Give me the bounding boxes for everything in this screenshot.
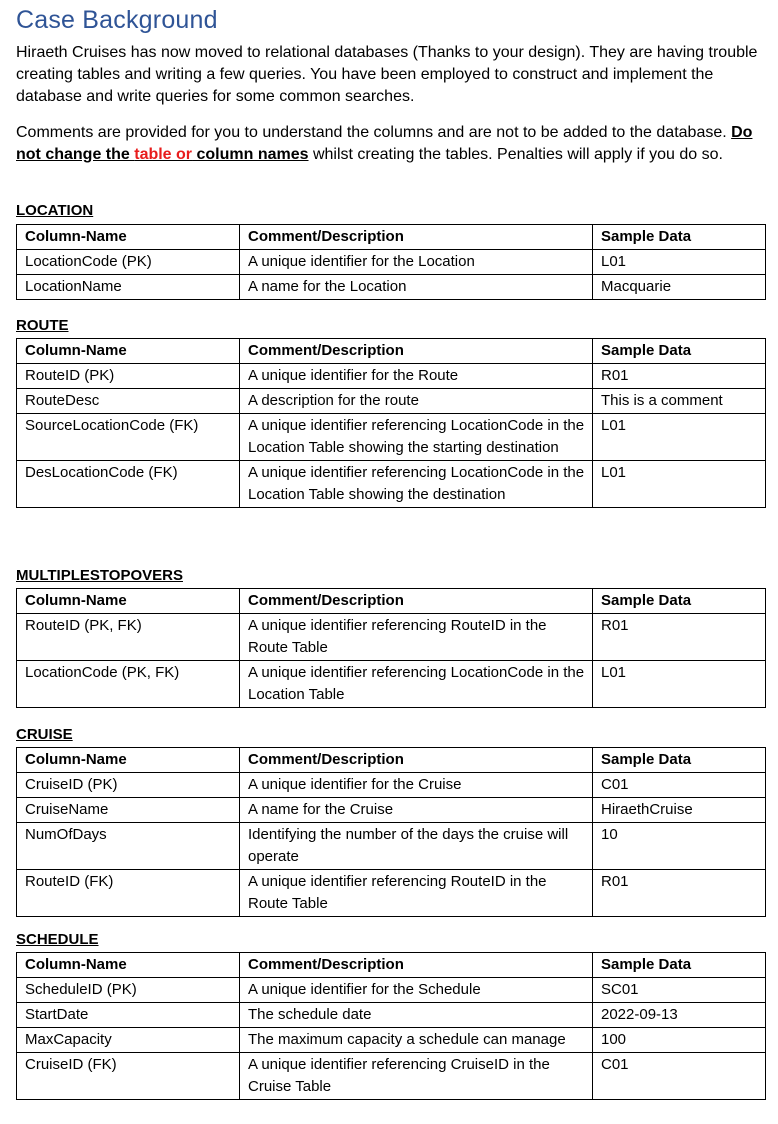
header-sample-data: Sample Data [593, 225, 766, 250]
table-cruise [16, 747, 766, 917]
table-row [17, 870, 766, 917]
cell-comment: A unique identifier for the Cruise [240, 773, 593, 798]
header-sample-data: Sample Data [593, 589, 766, 614]
intro-paragraph-2-start: Comments are provided for you to understand the columns and are not to be added to the database. [16, 124, 732, 141]
cell-comment: A unique identifier referencing LocationCode in the Location Table showing the destination [240, 461, 593, 508]
header-comment: Comment/Description [240, 589, 593, 614]
table-header-row [17, 953, 766, 978]
header-column-name: Column-Name [17, 589, 240, 614]
cell-sample: 10 [593, 823, 766, 870]
emphasis-red-text: table or [134, 146, 193, 163]
cell-column-name: CruiseID (FK) [17, 1053, 240, 1100]
table-row [17, 978, 766, 1003]
table-multiplestopovers [16, 588, 766, 708]
table-row [17, 1028, 766, 1053]
cell-comment: The maximum capacity a schedule can manage [240, 1028, 593, 1053]
header-comment: Comment/Description [240, 748, 593, 773]
cell-column-name: DesLocationCode (FK) [17, 461, 240, 508]
cell-comment: A unique identifier referencing LocationCode in the Location Table [240, 661, 593, 708]
cell-column-name: StartDate [17, 1003, 240, 1028]
table-header-row [17, 225, 766, 250]
cell-column-name: ScheduleID (PK) [17, 978, 240, 1003]
table-row [17, 823, 766, 870]
table-row [17, 773, 766, 798]
cell-sample: This is a comment [593, 389, 766, 414]
table-row [17, 389, 766, 414]
header-sample-data: Sample Data [593, 339, 766, 364]
cell-column-name: LocationName [17, 275, 240, 300]
table-row [17, 798, 766, 823]
header-column-name: Column-Name [17, 339, 240, 364]
cell-comment: A description for the route [240, 389, 593, 414]
cell-comment: A unique identifier for the Location [240, 250, 593, 275]
cell-sample: L01 [593, 414, 766, 461]
cell-sample: R01 [593, 364, 766, 389]
header-comment: Comment/Description [240, 225, 593, 250]
cell-sample: SC01 [593, 978, 766, 1003]
emphasis-part-2: column names [192, 146, 309, 163]
table-header-row [17, 589, 766, 614]
table-row [17, 250, 766, 275]
table-route [16, 338, 766, 508]
table-header-row [17, 339, 766, 364]
section-title-route: ROUTE [16, 317, 69, 334]
table-row [17, 661, 766, 708]
cell-column-name: RouteID (PK, FK) [17, 614, 240, 661]
cell-comment: A unique identifier for the Route [240, 364, 593, 389]
cell-column-name: LocationCode (PK) [17, 250, 240, 275]
table-schedule [16, 952, 766, 1100]
table-row [17, 1053, 766, 1100]
header-column-name: Column-Name [17, 225, 240, 250]
intro-paragraph-2 [16, 122, 768, 166]
header-comment: Comment/Description [240, 339, 593, 364]
table-row [17, 414, 766, 461]
section-title-cruise: CRUISE [16, 726, 73, 743]
cell-sample: Macquarie [593, 275, 766, 300]
header-comment: Comment/Description [240, 953, 593, 978]
cell-column-name: LocationCode (PK, FK) [17, 661, 240, 708]
header-column-name: Column-Name [17, 953, 240, 978]
section-title-location: LOCATION [16, 202, 94, 219]
cell-column-name: CruiseID (PK) [17, 773, 240, 798]
cell-sample: 100 [593, 1028, 766, 1053]
table-row [17, 275, 766, 300]
cell-sample: L01 [593, 250, 766, 275]
cell-comment: A unique identifier referencing CruiseID in the Cruise Table [240, 1053, 593, 1100]
cell-sample: L01 [593, 461, 766, 508]
cell-column-name: SourceLocationCode (FK) [17, 414, 240, 461]
cell-column-name: RouteID (PK) [17, 364, 240, 389]
cell-comment: A unique identifier referencing LocationCode in the Location Table showing the starting destination [240, 414, 593, 461]
header-column-name: Column-Name [17, 748, 240, 773]
cell-column-name: RouteID (FK) [17, 870, 240, 917]
cell-comment: A name for the Cruise [240, 798, 593, 823]
cell-sample: 2022-09-13 [593, 1003, 766, 1028]
header-sample-data: Sample Data [593, 748, 766, 773]
cell-column-name: CruiseName [17, 798, 240, 823]
header-sample-data: Sample Data [593, 953, 766, 978]
cell-comment: A unique identifier referencing RouteID in the Route Table [240, 870, 593, 917]
cell-column-name: RouteDesc [17, 389, 240, 414]
cell-column-name: MaxCapacity [17, 1028, 240, 1053]
table-row [17, 364, 766, 389]
cell-sample: R01 [593, 870, 766, 917]
cell-comment: A unique identifier referencing RouteID in the Route Table [240, 614, 593, 661]
cell-column-name: NumOfDays [17, 823, 240, 870]
emphasis-part-1: Do not change the [16, 124, 753, 163]
table-row [17, 614, 766, 661]
table-location [16, 224, 766, 300]
cell-sample: HiraethCruise [593, 798, 766, 823]
section-title-multiplestopovers: MULTIPLESTOPOVERS [16, 567, 183, 584]
cell-comment: A unique identifier for the Schedule [240, 978, 593, 1003]
page-title: Case Background [16, 6, 218, 34]
intro-paragraph-1: Hiraeth Cruises has now moved to relational databases (Thanks to your design). They are having trouble creating tables and writing a few queries. You have been employed to construct and implement the database and write queries for some common searches. [16, 44, 758, 105]
table-row [17, 461, 766, 508]
cell-sample: C01 [593, 773, 766, 798]
table-row [17, 1003, 766, 1028]
cell-sample: R01 [593, 614, 766, 661]
cell-comment: The schedule date [240, 1003, 593, 1028]
cell-sample: L01 [593, 661, 766, 708]
cell-comment: Identifying the number of the days the cruise will operate [240, 823, 593, 870]
intro-paragraph-2-end: whilst creating the tables. Penalties will apply if you do so. [308, 146, 723, 163]
cell-comment: A name for the Location [240, 275, 593, 300]
cell-sample: C01 [593, 1053, 766, 1100]
table-header-row [17, 748, 766, 773]
section-title-schedule: SCHEDULE [16, 931, 99, 948]
